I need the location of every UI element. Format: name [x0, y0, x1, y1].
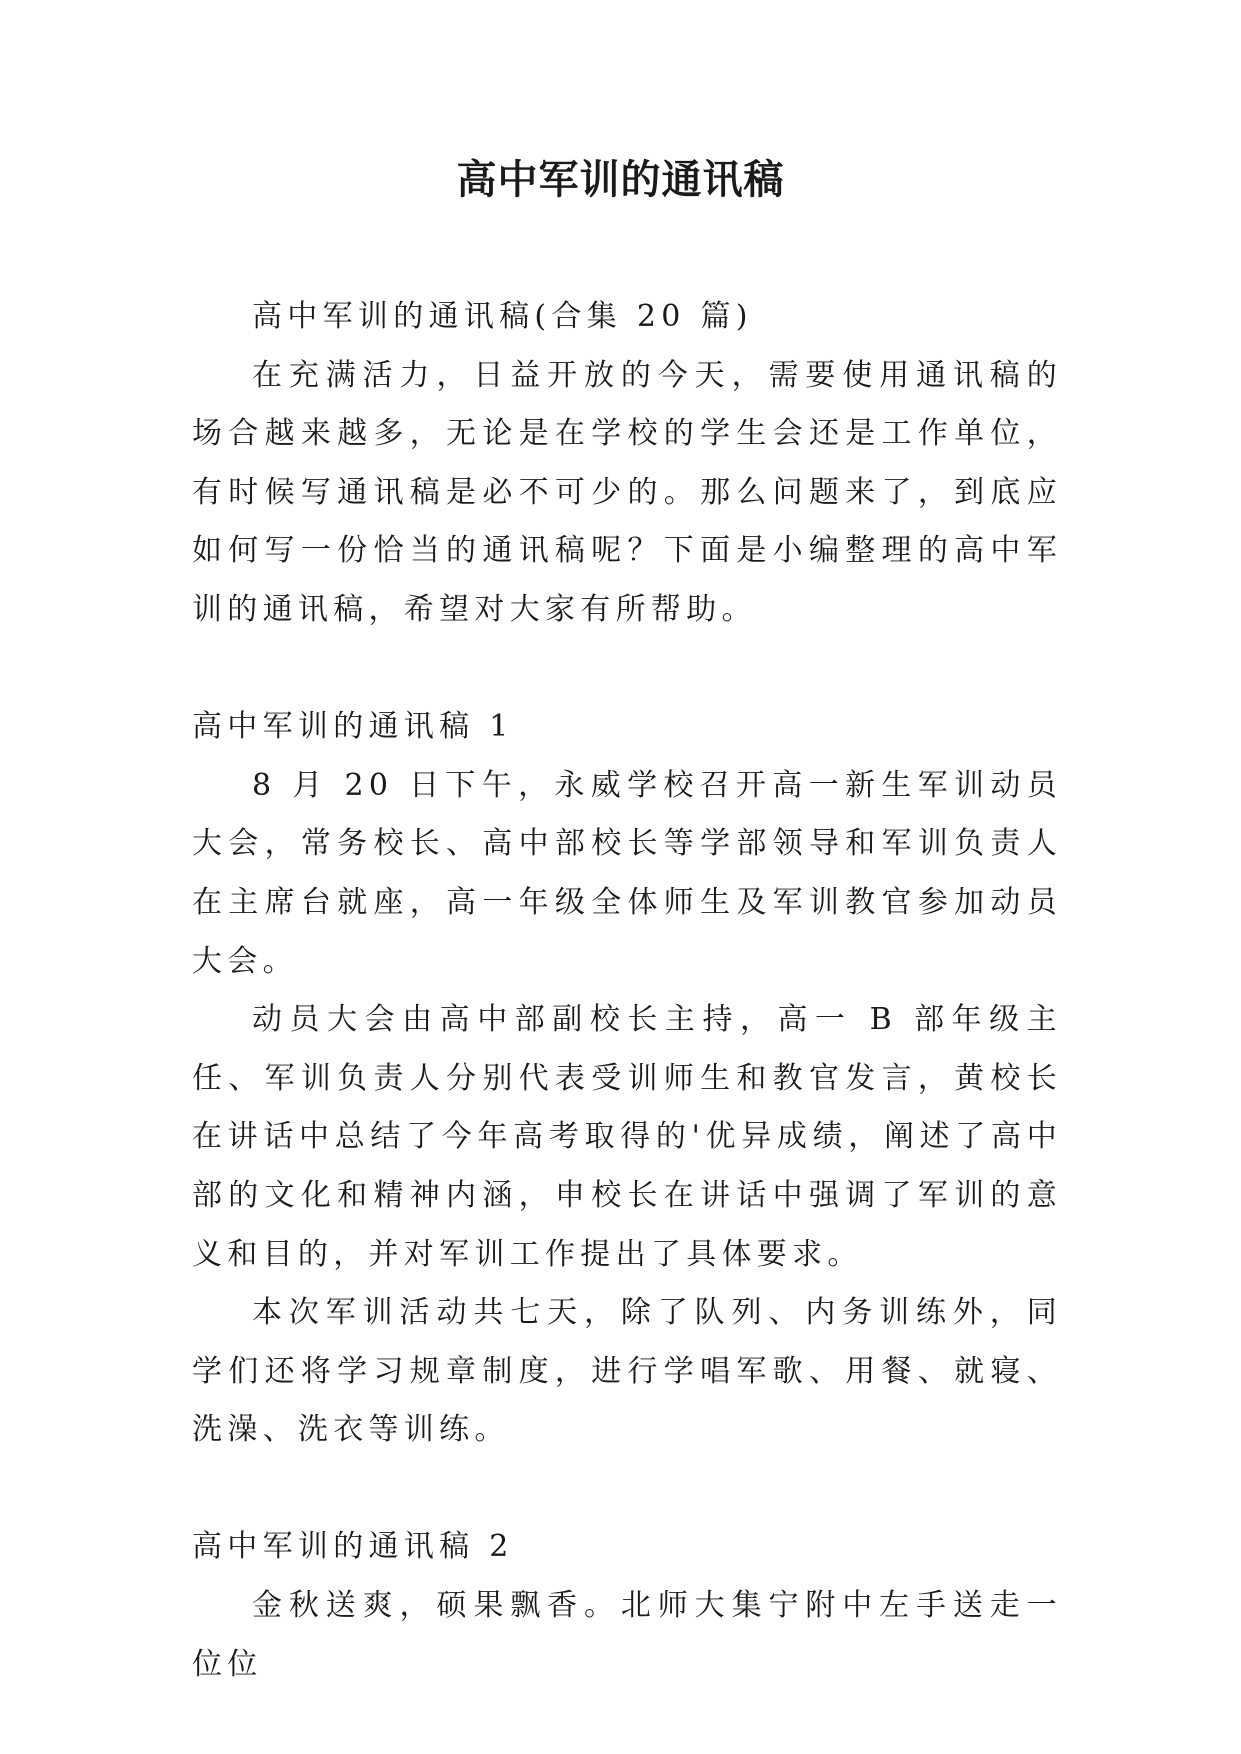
- section-1-paragraph-3: 本次军训活动共七天，除了队列、内务训练外，同学们还将学习规章制度，进行学唱军歌、用餐、就寝、洗澡、洗衣等训练。: [192, 1295, 1062, 1448]
- document-title: 高中军训的通讯稿: [456, 156, 785, 203]
- section-1-paragraph-2: 动员大会由高中部副校长主持，高一 B 部年级主任、军训负责人分别代表受训师生和教官发言，黄校长在讲话中总结了今年高考取得的'优异成绩，阐述了高中部的文化和精神内涵，申校长在讲话中强调了军训的意义和目的，并对军训工作提出了具体要求。: [192, 1002, 1062, 1272]
- section-1-heading: 高中军训的通讯稿 1: [192, 709, 514, 745]
- section-2-heading: 高中军训的通讯稿 2: [192, 1529, 514, 1565]
- document-subtitle: 高中军训的通讯稿(合集 20 篇): [252, 299, 753, 334]
- intro-paragraph: 在充满活力，日益开放的今天，需要使用通讯稿的场合越来越多，无论是在学校的学生会还是工作单位，有时候写通讯稿是必不可少的。那么问题来了，到底应如何写一份恰当的通讯稿呢？下面是小编整理的高中军训的通讯稿，希望对大家有所帮助。: [192, 357, 1062, 627]
- section-2-paragraph-1: 金秋送爽，硕果飘香。北师大集宁附中左手送走一位位: [192, 1588, 1062, 1682]
- section-1-paragraph-1: 8 月 20 日下午，永威学校召开高一新生军训动员大会，常务校长、高中部校长等学部领导和军训负责人在主席台就座，高一年级全体师生及军训教官参加动员大会。: [192, 767, 1062, 979]
- document-body: [192, 288, 1062, 1694]
